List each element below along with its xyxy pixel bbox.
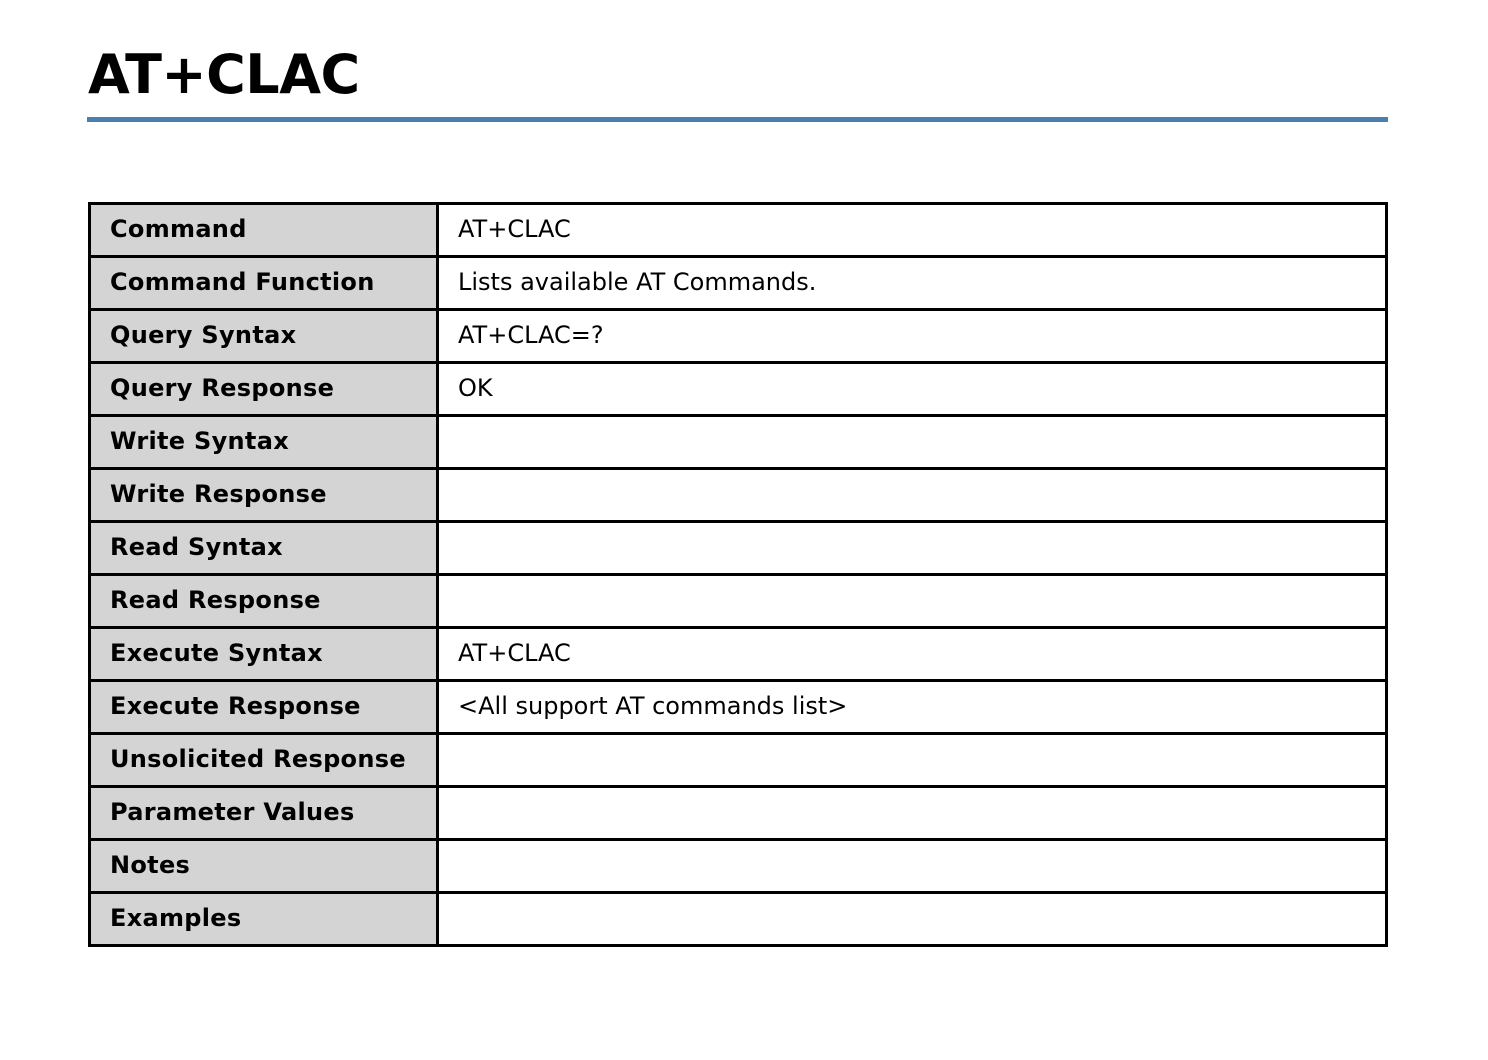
row-label-cell — [90, 840, 438, 893]
table-row-query-syntax — [90, 310, 1387, 363]
row-label-cell — [90, 628, 438, 681]
row-label: Execute Syntax — [110, 639, 323, 667]
row-label: Query Syntax — [110, 321, 297, 349]
table-row-parameter-values — [90, 787, 1387, 840]
command-spec-table — [88, 202, 1388, 947]
row-label: Command Function — [110, 268, 375, 296]
row-value-cell — [438, 787, 1387, 840]
row-label: Write Response — [110, 480, 327, 508]
row-label-cell — [90, 257, 438, 310]
row-value: AT+CLAC — [458, 639, 571, 667]
table-row-execute-response — [90, 681, 1387, 734]
table-row-unsolicited-response — [90, 734, 1387, 787]
row-label-cell — [90, 310, 438, 363]
title-underline — [87, 117, 1388, 122]
row-value: OK — [458, 374, 493, 402]
row-value: <All support AT commands list> — [458, 692, 848, 720]
table-row-read-response — [90, 575, 1387, 628]
row-label-cell — [90, 734, 438, 787]
row-value-cell — [438, 575, 1387, 628]
row-value-cell — [438, 893, 1387, 946]
row-value: AT+CLAC=? — [458, 321, 604, 349]
row-label-cell — [90, 681, 438, 734]
row-value: AT+CLAC — [458, 215, 571, 243]
row-value-cell — [438, 734, 1387, 787]
row-value-cell — [438, 469, 1387, 522]
page-title: AT+CLAC — [88, 43, 360, 106]
row-label-cell — [90, 416, 438, 469]
row-value-cell — [438, 840, 1387, 893]
row-label: Write Syntax — [110, 427, 289, 455]
table-row-query-response — [90, 363, 1387, 416]
table-row-execute-syntax — [90, 628, 1387, 681]
table-row-notes — [90, 840, 1387, 893]
row-label-cell — [90, 522, 438, 575]
row-value-cell — [438, 522, 1387, 575]
row-value: Lists available AT Commands. — [458, 268, 817, 296]
row-label-cell — [90, 204, 438, 257]
row-label-cell — [90, 787, 438, 840]
row-label: Command — [110, 215, 247, 243]
row-label-cell — [90, 469, 438, 522]
row-value-cell — [438, 416, 1387, 469]
row-label: Read Response — [110, 586, 321, 614]
row-label: Execute Response — [110, 692, 361, 720]
row-label: Query Response — [110, 374, 335, 402]
row-label: Examples — [110, 904, 242, 932]
row-label: Notes — [110, 851, 191, 879]
row-label: Read Syntax — [110, 533, 283, 561]
table-row-examples — [90, 893, 1387, 946]
row-value-cell — [438, 681, 1387, 734]
table-row-read-syntax — [90, 522, 1387, 575]
row-label-cell — [90, 363, 438, 416]
row-value-cell — [438, 310, 1387, 363]
row-label: Unsolicited Response — [110, 745, 406, 773]
row-label-cell — [90, 575, 438, 628]
row-value-cell — [438, 628, 1387, 681]
row-value-cell — [438, 363, 1387, 416]
row-value-cell — [438, 204, 1387, 257]
table-row-command-function — [90, 257, 1387, 310]
table-row-write-syntax — [90, 416, 1387, 469]
row-label-cell — [90, 893, 438, 946]
row-label: Parameter Values — [110, 798, 355, 826]
table-row-write-response — [90, 469, 1387, 522]
row-value-cell — [438, 257, 1387, 310]
table-row-command — [90, 204, 1387, 257]
